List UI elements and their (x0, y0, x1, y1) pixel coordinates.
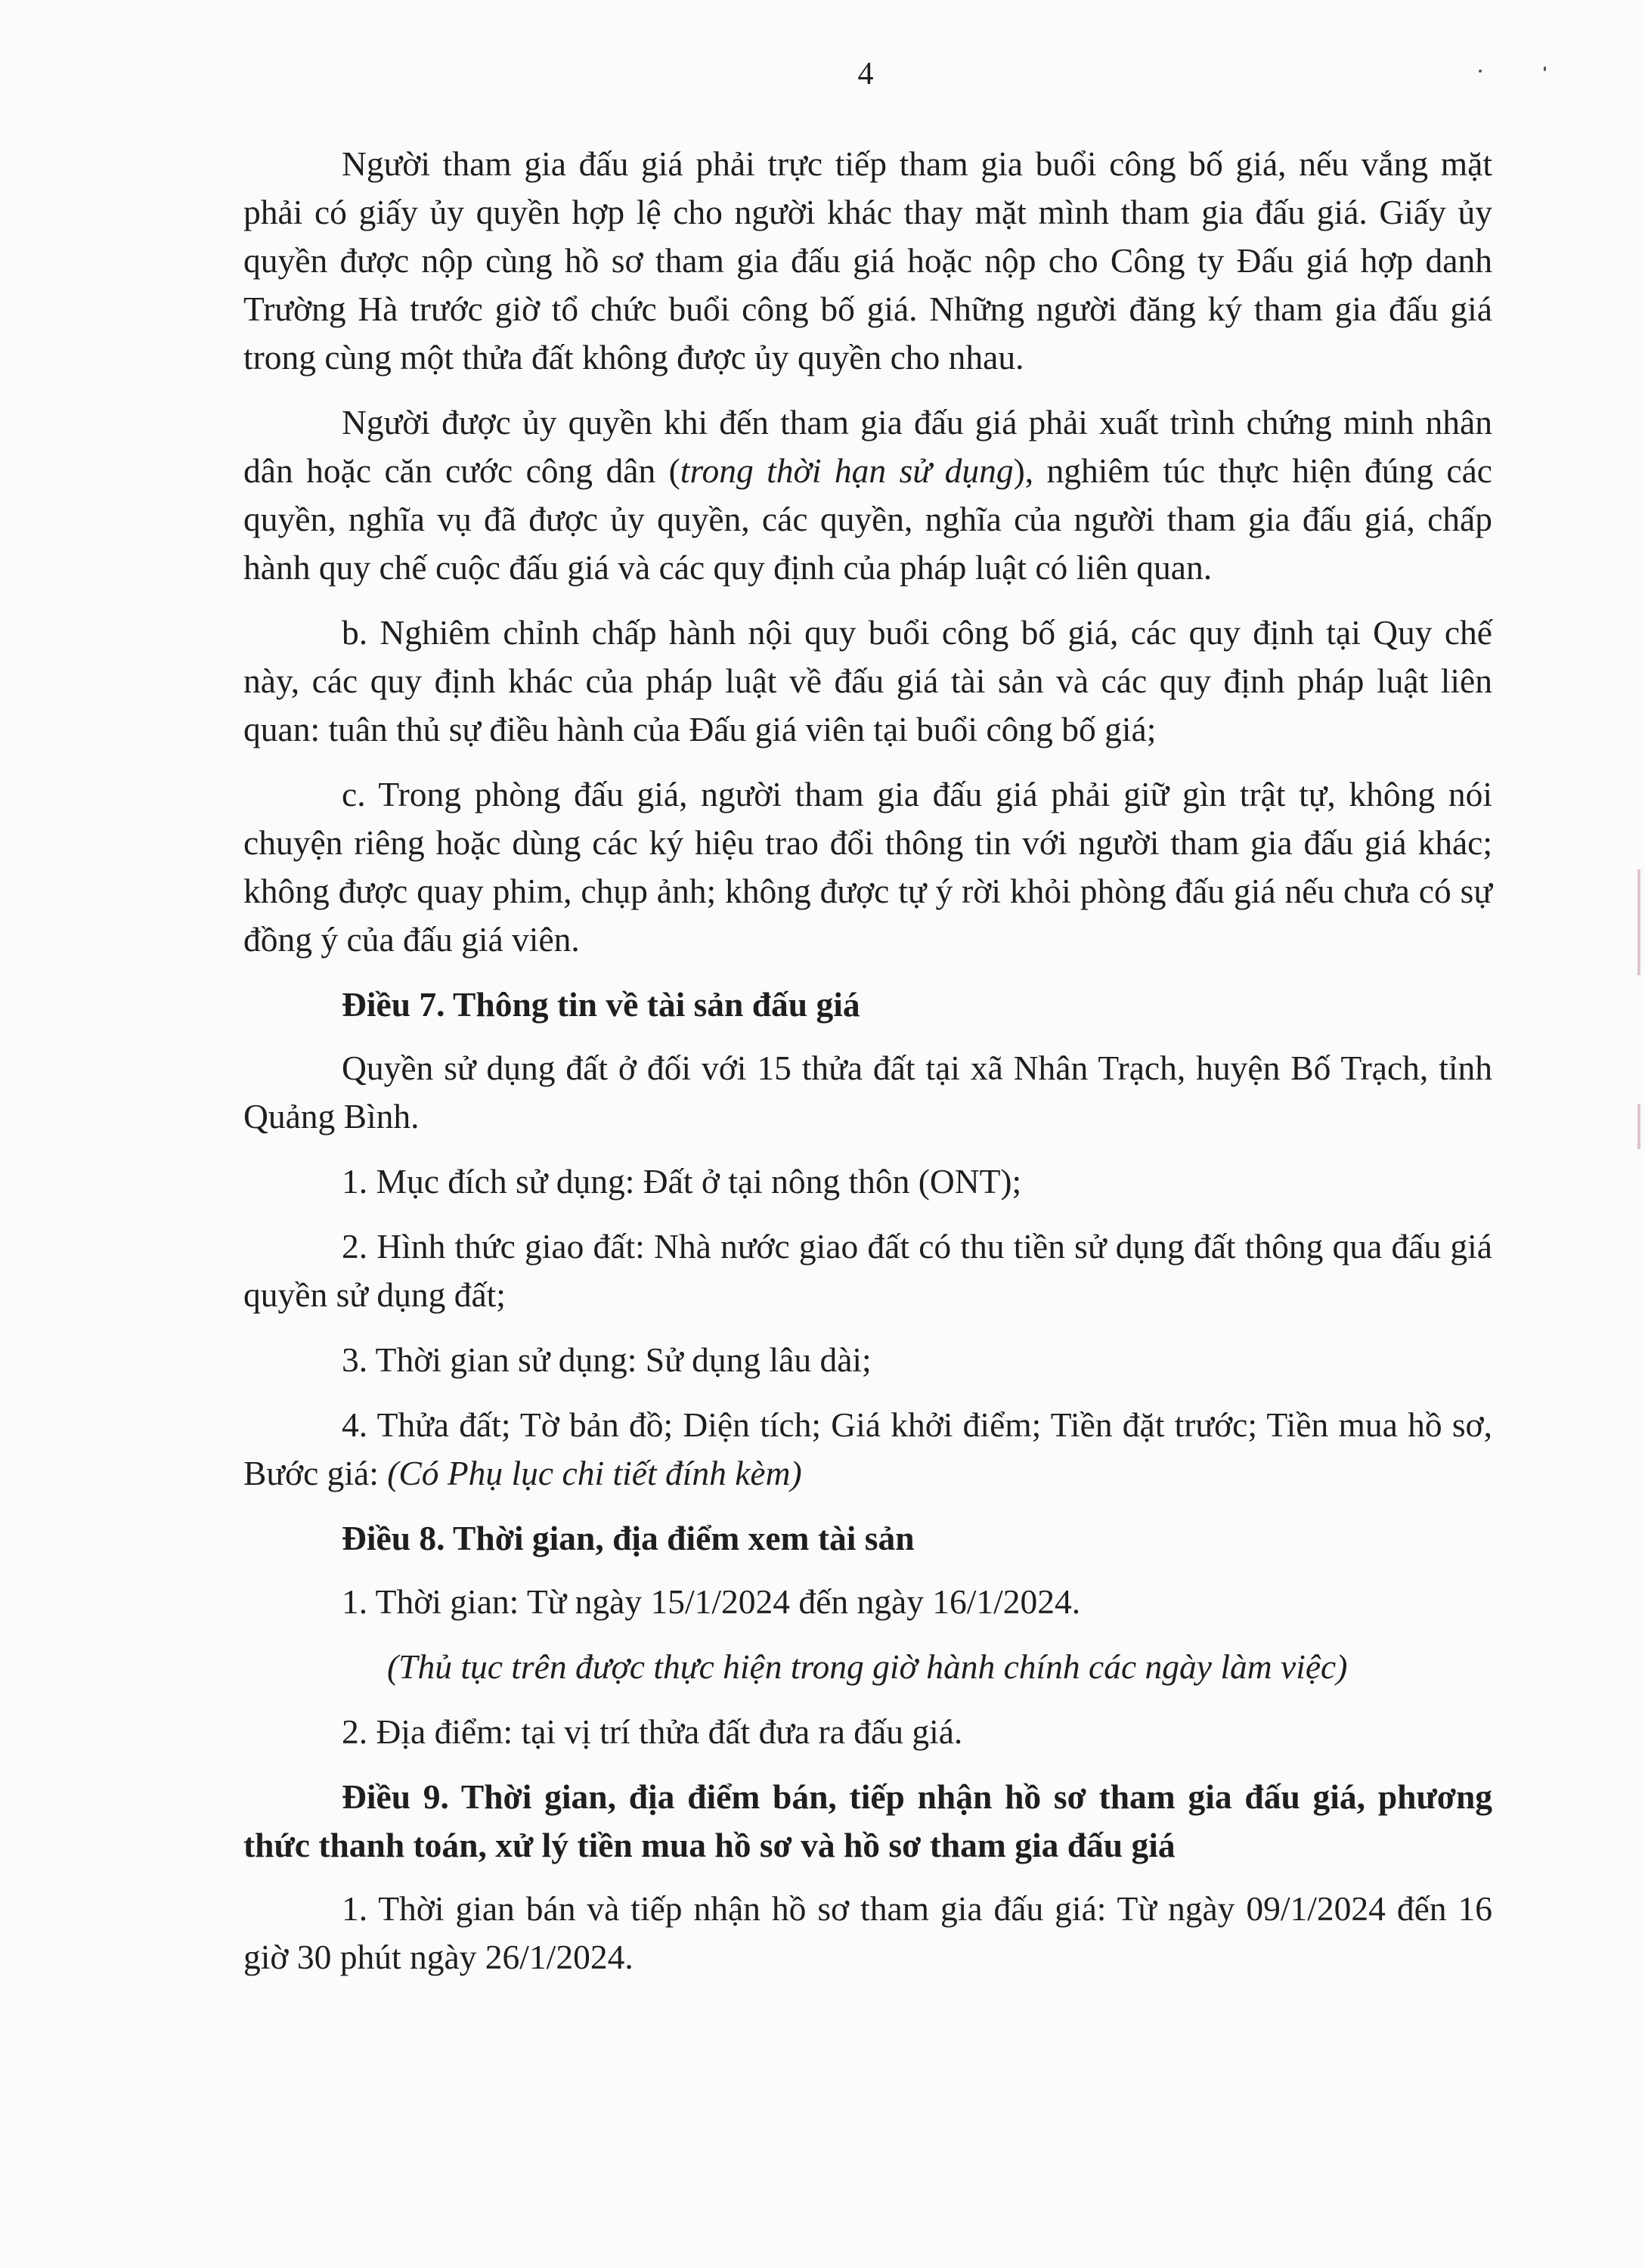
paragraph-text: ), nghiêm túc thực hiện đúng các quyền, nghĩa vụ đã được ủy quyền, các quyền, nghĩa của người tham gia đấu giá, chấp hành quy chế cuộc đấu giá và các quy định của pháp luật có liên quan. (243, 451, 1492, 587)
paragraph-usage-purpose: 1. Mục đích sử dụng: Đất ở tại nông thôn (ONT); (342, 1162, 1022, 1201)
paragraph-italic-text: trong thời hạn sử dụng (680, 451, 1014, 490)
heading-article-7: Điều 7. Thông tin về tài sản đấu giá (342, 985, 860, 1024)
scan-edge-mark (1637, 1104, 1640, 1149)
paragraph-allocation-form: 2. Hình thức giao đất: Nhà nước giao đất có thu tiền sử dụng đất thông qua đấu giá quyền sử dụng đất; (243, 1227, 1492, 1314)
paragraph-proxy-requirement: Người tham gia đấu giá phải trực tiếp tham gia buổi công bố giá, nếu vắng mặt phải có giấy ủy quyền hợp lệ cho người khác thay mặt mình tham gia đấu giá. Giấy ủy quyền được nộp cùng hồ sơ tham gia đấu giá hoặc nộp cho Công ty Đấu giá hợp danh Trường Hà trước giờ tổ chức buổi công bố giá. Những người đăng ký tham gia đấu giá trong cùng một thửa đất không được ủy quyền cho nhau. (243, 144, 1492, 376)
paragraph-viewing-location: 2. Địa điểm: tại vị trí thửa đất đưa ra đấu giá. (342, 1712, 963, 1751)
heading-article-8: Điều 8. Thời gian, địa điểm xem tài sản (342, 1519, 915, 1557)
paragraph-land-details (243, 1401, 1492, 1498)
paragraph-office-hours-note: (Thủ tục trên được thực hiện trong giờ hành chính các ngày làm việc) (387, 1647, 1348, 1686)
page-number: 4 (857, 57, 874, 91)
paragraph-italic-text: (Có Phụ lục chi tiết đính kèm) (387, 1454, 802, 1492)
paragraph-sale-time: 1. Thời gian bán và tiếp nhận hồ sơ tham gia đấu giá: Từ ngày 09/1/2024 đến 16 giờ 30 phút ngày 26/1/2024. (243, 1889, 1492, 1976)
scan-speck (1544, 67, 1546, 71)
paragraph-item-b: b. Nghiêm chỉnh chấp hành nội quy buổi công bố giá, các quy định tại Quy chế này, các quy định khác của pháp luật về đấu giá tài sản và các quy định pháp luật liên quan: tuân thủ sự điều hành của Đấu giá viên tại buổi công bố giá; (243, 613, 1492, 748)
scan-edge-mark (1637, 869, 1640, 975)
paragraph-text: Người được ủy quyền khi đến tham gia đấu giá phải xuất trình chứng minh nhân dân hoặc căn cước công dân ( (243, 403, 1492, 490)
scan-speck (1479, 70, 1482, 73)
paragraph-usage-duration: 3. Thời gian sử dụng: Sử dụng lâu dài; (342, 1340, 872, 1379)
paragraph-authorized-person (243, 398, 1492, 592)
heading-article-9: Điều 9. Thời gian, địa điểm bán, tiếp nhận hồ sơ tham gia đấu giá, phương thức thanh toán, xử lý tiền mua hồ sơ và hồ sơ tham gia đấu giá (243, 1777, 1492, 1864)
paragraph-asset-description: Quyền sử dụng đất ở đối với 15 thửa đất tại xã Nhân Trạch, huyện Bố Trạch, tỉnh Quảng Bình. (243, 1049, 1492, 1136)
document-body (243, 140, 1492, 1998)
paragraph-text: 4. Thửa đất; Tờ bản đồ; Diện tích; Giá khởi điểm; Tiền đặt trước; Tiền mua hồ sơ, Bước giá: (243, 1405, 1492, 1492)
paragraph-item-c: c. Trong phòng đấu giá, người tham gia đấu giá phải giữ gìn trật tự, không nói chuyện riêng hoặc dùng các ký hiệu trao đổi thông tin với người tham gia đấu giá khác; không được quay phim, chụp ảnh; không được tự ý rời khỏi phòng đấu giá nếu chưa có sự đồng ý của đấu giá viên. (243, 775, 1492, 959)
paragraph-viewing-time: 1. Thời gian: Từ ngày 15/1/2024 đến ngày 16/1/2024. (342, 1582, 1081, 1621)
